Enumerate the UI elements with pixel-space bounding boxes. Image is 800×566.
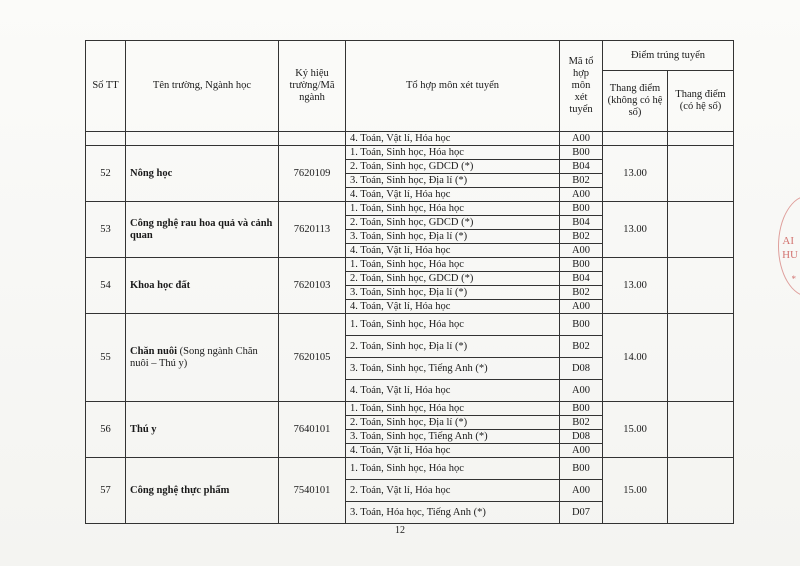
combo-code-cell: B02 xyxy=(560,336,603,358)
combo-code-cell: B02 xyxy=(560,416,603,430)
major-name-cell xyxy=(126,146,279,202)
header-combo: Tổ hợp môn xét tuyển xyxy=(346,41,560,132)
major-name-cell xyxy=(126,314,279,402)
stt-cell: 54 xyxy=(86,258,126,314)
score-coef-cell xyxy=(668,402,734,458)
combo-code-cell: B02 xyxy=(560,286,603,300)
table-row xyxy=(86,146,734,160)
combo-cell: 4. Toán, Vật lí, Hóa học xyxy=(346,188,560,202)
major-code-cell: 7640101 xyxy=(279,402,346,458)
combo-code-cell: B00 xyxy=(560,146,603,160)
combo-cell: 4. Toán, Vật lí, Hóa học xyxy=(346,380,560,402)
combo-cell: 4. Toán, Vật lí, Hóa học xyxy=(346,444,560,458)
major-code-cell: 7620103 xyxy=(279,258,346,314)
header-score: Điểm trúng tuyển xyxy=(603,41,734,71)
combo-code-cell: B00 xyxy=(560,402,603,416)
combo-cell: 3. Toán, Sinh học, Tiếng Anh (*) xyxy=(346,430,560,444)
combo-cell: 4. Toán, Vật lí, Hóa học xyxy=(346,132,560,146)
combo-code-cell: B02 xyxy=(560,174,603,188)
combo-cell: 2. Toán, Vật lí, Hóa học xyxy=(346,480,560,502)
table-row xyxy=(86,258,734,272)
stt-cell: 52 xyxy=(86,146,126,202)
combo-cell: 1. Toán, Sinh học, Hóa học xyxy=(346,202,560,216)
score-coef-cell xyxy=(668,314,734,402)
score-coef-cell xyxy=(668,258,734,314)
combo-cell: 2. Toán, Sinh học, GDCD (*) xyxy=(346,272,560,286)
carry-over-row xyxy=(86,132,734,146)
score-cell: 13.00 xyxy=(603,258,668,314)
combo-cell: 3. Toán, Sinh học, Địa lí (*) xyxy=(346,174,560,188)
header-name: Tên trường, Ngành học xyxy=(126,41,279,132)
major-code-cell: 7620113 xyxy=(279,202,346,258)
combo-cell: 1. Toán, Sinh học, Hóa học xyxy=(346,402,560,416)
major-code-cell: 7620105 xyxy=(279,314,346,402)
combo-cell: 2. Toán, Sinh học, GDCD (*) xyxy=(346,216,560,230)
combo-code-cell: A00 xyxy=(560,300,603,314)
combo-cell: 1. Toán, Sinh học, Hóa học xyxy=(346,458,560,480)
score-cell: 15.00 xyxy=(603,402,668,458)
combo-code-cell: A00 xyxy=(560,244,603,258)
major-name: Công nghệ thực phẩm xyxy=(130,484,230,496)
major-name: Khoa học đất xyxy=(130,279,191,291)
major-name-cell xyxy=(126,202,279,258)
header-score-coef: Thang điểm (có hệ số) xyxy=(668,71,734,132)
combo-cell: 3. Toán, Sinh học, Địa lí (*) xyxy=(346,230,560,244)
combo-code-cell: D07 xyxy=(560,502,603,524)
combo-code-cell: D08 xyxy=(560,358,603,380)
combo-code-cell: B04 xyxy=(560,160,603,174)
combo-code-cell: A00 xyxy=(560,444,603,458)
combo-cell: 3. Toán, Hóa học, Tiếng Anh (*) xyxy=(346,502,560,524)
combo-cell: 4. Toán, Vật lí, Hóa học xyxy=(346,300,560,314)
combo-code-cell: A00 xyxy=(560,188,603,202)
table-row xyxy=(86,402,734,416)
header-combo-code: Mã tổ hợp môn xét tuyển xyxy=(560,41,603,132)
major-code-cell: 7540101 xyxy=(279,458,346,524)
major-name-bold: Chăn nuôi xyxy=(130,345,177,357)
score-cell: 13.00 xyxy=(603,146,668,202)
table-row xyxy=(86,314,734,336)
score-coef-cell xyxy=(668,146,734,202)
major-name-cell xyxy=(126,258,279,314)
combo-code-cell: A00 xyxy=(560,132,603,146)
major-name-cell xyxy=(126,458,279,524)
combo-code-cell: B02 xyxy=(560,230,603,244)
major-code-cell: 7620109 xyxy=(279,146,346,202)
header-stt: Số TT xyxy=(86,41,126,132)
major-name: Công nghệ rau hoa quả và cảnh quan xyxy=(130,217,273,241)
stt-cell: 57 xyxy=(86,458,126,524)
major-name: Nông học xyxy=(130,167,173,179)
major-name-rest: (Song ngành Chăn nuôi – Thú y) xyxy=(130,345,258,369)
combo-cell: 2. Toán, Sinh học, GDCD (*) xyxy=(346,160,560,174)
combo-code-cell: B00 xyxy=(560,202,603,216)
score-cell: 15.00 xyxy=(603,458,668,524)
combo-cell: 2. Toán, Sinh học, Địa lí (*) xyxy=(346,416,560,430)
header-score-no-coef: Thang điểm (không có hệ số) xyxy=(603,71,668,132)
score-coef-cell xyxy=(668,458,734,524)
header-code: Ký hiệu trường/Mã ngành xyxy=(279,41,346,132)
score-coef-cell xyxy=(668,202,734,258)
stt-cell: 56 xyxy=(86,402,126,458)
combo-code-cell: A00 xyxy=(560,380,603,402)
table-row xyxy=(86,458,734,480)
combo-cell: 3. Toán, Sinh học, Địa lí (*) xyxy=(346,286,560,300)
combo-cell: 1. Toán, Sinh học, Hóa học xyxy=(346,146,560,160)
page-number: 12 xyxy=(395,525,405,536)
combo-code-cell: B04 xyxy=(560,272,603,286)
admission-table xyxy=(85,40,734,524)
score-cell: 14.00 xyxy=(603,314,668,402)
combo-code-cell: A00 xyxy=(560,480,603,502)
combo-code-cell: B00 xyxy=(560,458,603,480)
combo-code-cell: D08 xyxy=(560,430,603,444)
combo-cell: 2. Toán, Sinh học, Địa lí (*) xyxy=(346,336,560,358)
major-name-cell xyxy=(126,402,279,458)
combo-code-cell: B00 xyxy=(560,314,603,336)
combo-cell: 3. Toán, Sinh học, Tiếng Anh (*) xyxy=(346,358,560,380)
red-seal-stamp: AI HU * xyxy=(778,195,800,295)
combo-code-cell: B04 xyxy=(560,216,603,230)
combo-cell: 1. Toán, Sinh học, Hóa học xyxy=(346,258,560,272)
combo-cell: 1. Toán, Sinh học, Hóa học xyxy=(346,314,560,336)
combo-cell: 4. Toán, Vật lí, Hóa học xyxy=(346,244,560,258)
table-row xyxy=(86,202,734,216)
stt-cell: 53 xyxy=(86,202,126,258)
score-cell: 13.00 xyxy=(603,202,668,258)
stt-cell: 55 xyxy=(86,314,126,402)
combo-code-cell: B00 xyxy=(560,258,603,272)
major-name: Thú y xyxy=(130,423,157,435)
